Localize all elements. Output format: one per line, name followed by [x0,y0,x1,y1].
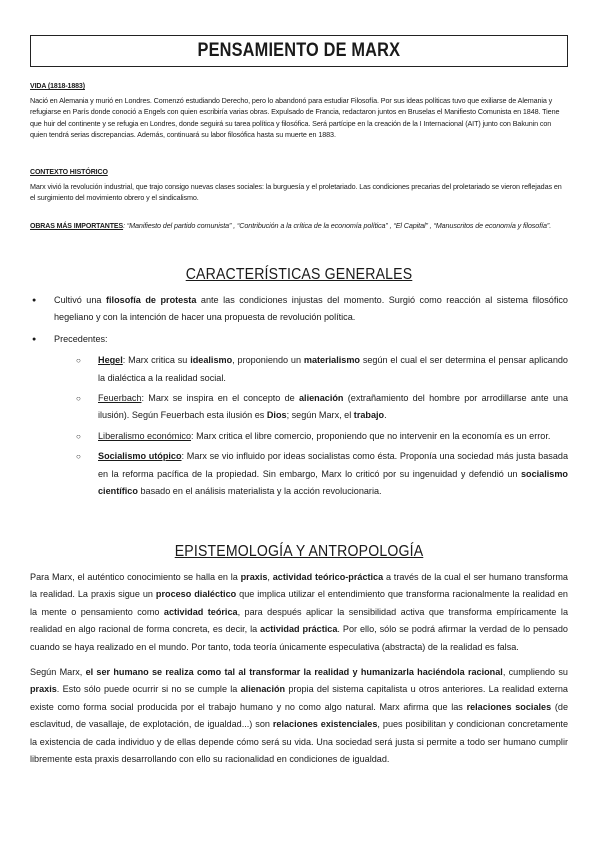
keyword: materialismo [303,355,360,366]
keyword: proceso dialéctico [155,589,237,600]
caracteristicas-list [30,292,568,500]
precedentes-list [54,352,568,500]
bullet-text: Cultivó una [54,295,106,305]
text: propia del sistema capitalista u otros anteriores. La realidad externa existe como forma social producida por el trabajo humano y no como algo natural. Marx afirma que las [30,684,568,712]
list-item [30,331,568,501]
contexto-section [30,167,568,204]
text: según el cual el ser determina el pensar aplicando la dialéctica a la realidad social. [98,355,568,383]
text: (de esclavitud, de vasallaje, de explotación, de igualdad...) son [30,701,568,730]
keyword: praxis [30,684,57,695]
precedente-name: Hegel [98,355,123,366]
text: (extrañamiento del hombre por arrodillarse ante una ilusión). Según Feuerbach esta ilusión es [98,393,568,421]
bullet-text: Precedentes: [54,333,108,344]
text: , cumpliendo su [502,667,568,678]
epistemologia-section [30,569,568,768]
obras-section [30,220,568,233]
text: . Por ello, sólo se podrá afirmar la verdad de lo pensado cuando se haya realizado en el mundo. Por tanto, toda teoría únicamente especulativa (abstracta) de la realidad es falsa. [30,624,568,652]
contexto-label: CONTEXTO HISTÓRICO [30,169,108,176]
precedente-hegel [54,352,568,387]
precedente-socialismo [54,448,568,500]
text: a través de la cual el ser humano transforma la realidad. La praxis sigue un [30,572,568,600]
text: , pues posibilitan y condicionan concretamente la existencia de cada individuo y de ellas depende cómo será su vida. Una sociedad será justa si permite a todo ser humano cumplir libremente esta praxis desarrollando con ello su racionalidad en condiciones de igualdad. [30,719,569,765]
keyword: trabajo [353,410,385,421]
keyword: actividad práctica [260,624,338,635]
bullet-keyword: filosofía de protesta [106,295,197,305]
keyword: relaciones sociales [466,701,552,712]
keyword: idealismo [190,355,233,366]
text: . Esto sólo puede ocurrir si no se cumple la [56,684,241,695]
text: , para después aplicar la sensibilidad activa que transforma empíricamente la realidad en algo racional de forma concreta, es decir, la [30,606,569,635]
keyword: Dios [266,410,287,421]
obras-text: : “Manifiesto del partido comunista” , “Contribución a la crítica de la economía política” , “El Capital” , “Manuscritos de economía y filosofía”. [123,221,552,230]
bullet-text: ante las condiciones injustas del momento. Surgió como reacción al sistema filosófico hegeliano y con la intención de hacer una propuesta de revolución política. [54,295,568,323]
text: : Marx se vio influido por ideas socialistas como ésta. Proponía una sociedad más justa basada en la reforma pacífica de la propiedad. Sin embargo, Marx lo criticó por su ingenuidad y defendió un [98,451,568,479]
text: Según Marx, [30,667,86,678]
epistemologia-paragraph-2 [30,664,568,768]
epistemologia-heading: EPISTEMOLOGÍA Y ANTROPOLOGÍA [174,543,424,560]
precedente-liberalismo [54,428,568,445]
keyword: actividad teórico-práctica [272,572,384,582]
keyword: actividad teórica [163,606,238,617]
obras-paragraph [30,220,568,233]
text: basado en el análisis materialista y la acción revolucionaria. [137,486,382,497]
text: ; según Marx, el [286,410,354,421]
text: . [384,410,387,421]
list-item [30,292,568,327]
keyword: el ser humano se realiza como tal al transformar la realidad y humanizarla haciéndola racional [85,667,503,678]
text: , [267,572,273,582]
text: : Marx critica el libre comercio, proponiendo que no intervenir en la economía es un error. [191,430,551,441]
keyword: praxis [240,572,268,582]
epistemologia-heading-wrap [30,543,568,561]
precedente-feuerbach [54,390,568,425]
precedente-name: Liberalismo económico [98,430,192,441]
precedente-name: Socialismo utópico [98,451,182,462]
precedente-name: Feuerbach [98,393,142,404]
page-title: PENSAMIENTO DE MARX [197,40,401,61]
obras-label: OBRAS MÁS IMPORTANTES [30,223,124,230]
caracteristicas-heading: CARACTERÍSTICAS GENERALES [185,266,413,283]
caracteristicas-section [30,292,568,503]
vida-label: VIDA (1818-1883) [30,83,85,90]
contexto-text: Marx vivió la revolución industrial, que trajo consigo nuevas clases sociales: la burguesía y el proletariado. Las condiciones precarias del proletariado se vieron reflejadas en el surgimiento del movimiento obrero y el sindicalismo. [30,181,562,203]
keyword: alienación [299,393,344,404]
keyword: alienación [240,684,286,695]
caracteristicas-heading-wrap [30,266,568,284]
text: Para Marx, el auténtico conocimiento se halla en la [30,572,241,582]
text: , proponiendo un [232,355,304,366]
title-box [30,35,568,67]
keyword: relaciones existenciales [272,719,378,730]
epistemologia-paragraph-1 [30,569,568,656]
text: que implica utilizar el entendimiento que transforma racionalmente la realidad en la mente o pensamiento como [30,589,568,617]
vida-text: Nació en Alemania y murió en Londres. Comenzó estudiando Derecho, pero lo abandonó para estudiar Filosofía. Por sus ideas políticas tuvo que exiliarse de Alemania y refugiarse en París donde conoció a Engels con quien escribiría varias obras. Expulsado de Francia, redactaron juntos en Bruselas el Manifiesto Comunista en 1848. Tiene que huir del continente y se refugia en Londres, donde seguirá su tarea política y filosófica. Será partícipe en la creación de la I Internacional (AIT) junto con Bakunin con quien tendrá serias discrepancias. Además, continuará su labor filosófica hasta su muerte en 1883. [30,95,560,140]
text: : Marx critica su [122,355,191,366]
keyword: socialismo científico [98,468,568,497]
text: : Marx se inspira en el concepto de [141,393,299,404]
vida-section [30,81,568,141]
